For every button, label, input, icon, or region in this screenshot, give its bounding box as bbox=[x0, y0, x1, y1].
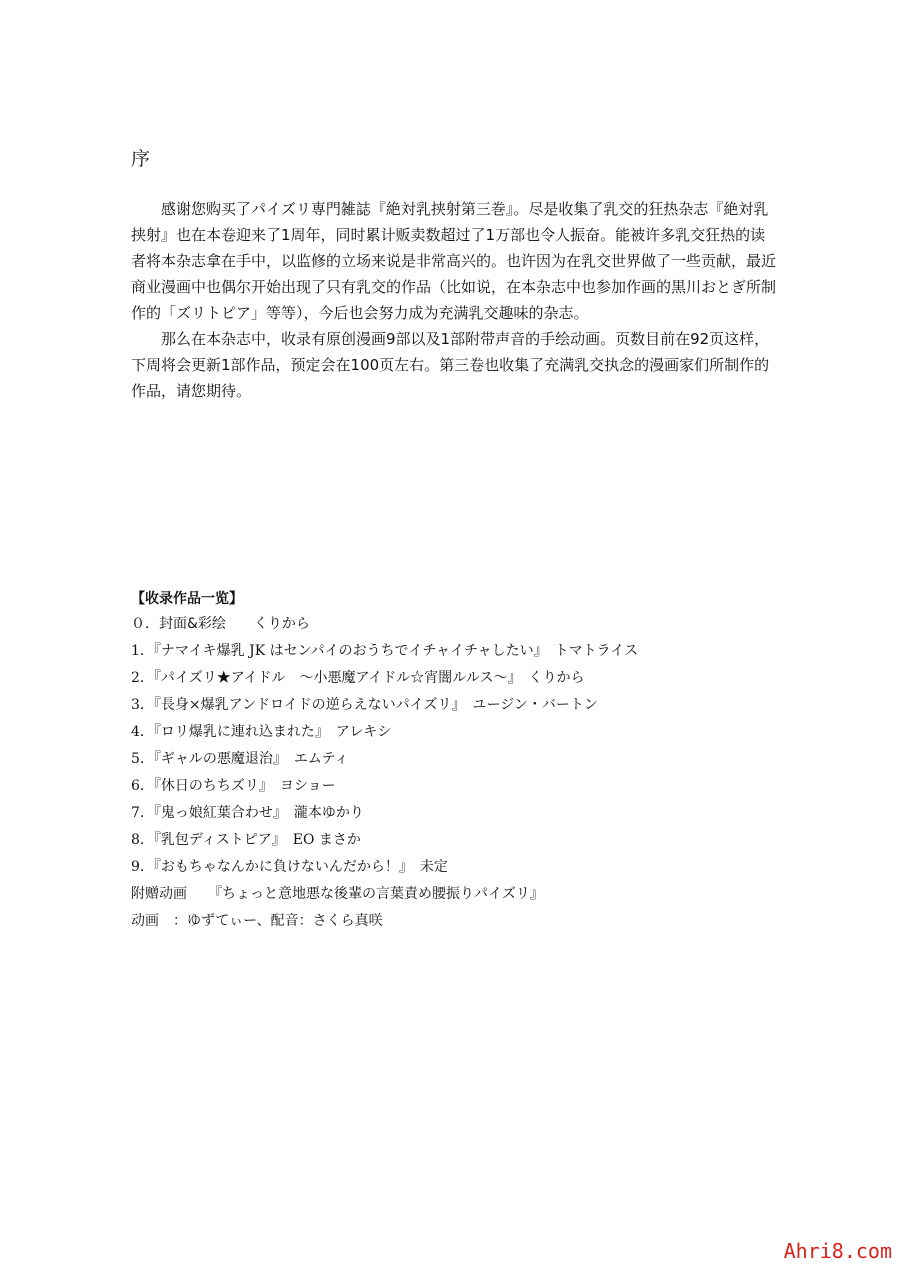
toc-item-bonus-animation: 附赠动画 『ちょっと意地悪な後輩の言葉責め腰振りパイズリ』 bbox=[131, 886, 544, 902]
toc-item-cover: ０．封面&彩绘 くりから bbox=[131, 616, 310, 632]
toc-item: 6．『休日のちちズリ』 ヨショー bbox=[131, 778, 336, 794]
toc-item-animation-credits: 动画 ：ゆずてぃー、配音：さくら真咲 bbox=[131, 913, 383, 929]
toc-item: 3．『長身×爆乳アンドロイドの逆らえないパイズリ』 ユージン・バートン bbox=[131, 697, 598, 713]
toc-item: 1．『ナマイキ爆乳 JK はセンパイのおうちでイチャイチャしたい』 トマトライス bbox=[131, 643, 639, 659]
toc-item: 9．『おもちゃなんかに負けないんだから！』 未定 bbox=[131, 859, 448, 875]
toc-item: 5．『ギャルの悪魔退治』 エムティ bbox=[131, 751, 349, 767]
preface-text bbox=[131, 196, 779, 404]
toc-item: 2．『パイズリ★アイドル ～小悪魔アイドル☆宵闇ルルス～』 くりから bbox=[131, 670, 585, 686]
page-heading: 序 bbox=[131, 148, 151, 170]
preface-paragraph: 那么在本杂志中，收录有原创漫画9部以及1部附带声音的手绘动画。页数目前在92页这样，下周将会更新1部作品，预定会在100页左右。第三卷也收集了充满乳交执念的漫画家们所制作的作品，请您期待。 bbox=[131, 330, 770, 400]
preface-paragraph: 感谢您购买了パイズリ専門雑誌『絶対乳挟射第三巻』。尽是收集了乳交的狂热杂志『絶対乳挟射』也在本卷迎来了1周年，同时累计贩卖数超过了1万部也令人振奋。能被许多乳交狂热的读者将本杂志拿在手中，以监修的立场来说是非常高兴的。也许因为在乳交世界做了一些贡献，最近商业漫画中也偶尔开始出现了只有乳交的作品（比如说，在本杂志中也参加作画的黒川おとぎ所制作的「ズリトピア」等等），今后也会努力成为充满乳交趣味的杂志。 bbox=[131, 200, 777, 322]
toc-list bbox=[131, 611, 831, 935]
toc-item: 4．『ロリ爆乳に連れ込まれた』 アレキシ bbox=[131, 724, 392, 740]
toc-title: 【收录作品一览】 bbox=[131, 591, 243, 607]
toc-item: 8．『乳包ディストピア』 EO まさか bbox=[131, 832, 361, 848]
watermark: Ahri8.com bbox=[783, 1239, 892, 1263]
toc-item: 7．『鬼っ娘紅葉合わせ』 瀧本ゆかり bbox=[131, 805, 364, 821]
